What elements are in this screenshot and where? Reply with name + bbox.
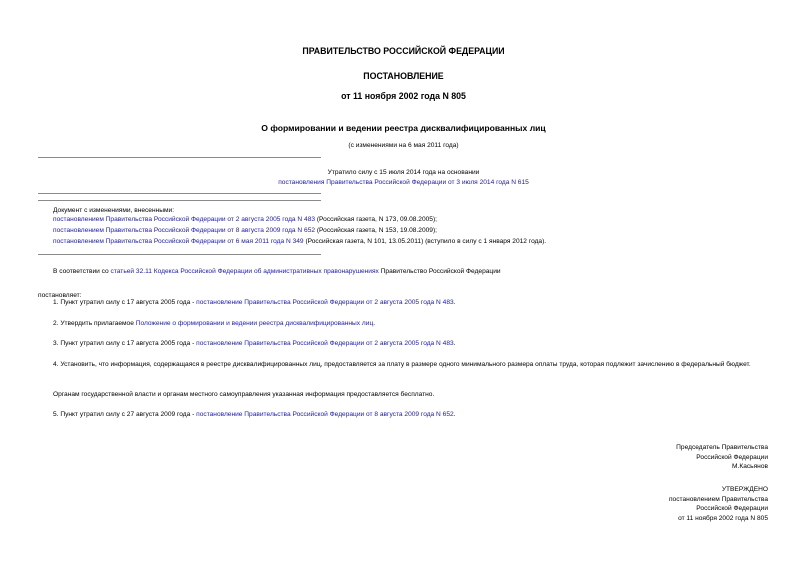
change-item (53, 227, 437, 235)
change-item-link[interactable]: постановлением Правительства Российской Федерации от 2 августа 2005 года N 483 (53, 216, 316, 223)
signature-block (676, 443, 768, 472)
point-text-end: . (373, 320, 376, 327)
point-link[interactable]: постановление Правительства Российской Федерации от 2 августа 2005 года N 483 (196, 299, 454, 306)
signature-position: Председатель Правительства (676, 444, 768, 451)
point-text: 3. Пункт утратил силу с 17 августа 2005 года - (53, 340, 197, 347)
point-link[interactable]: постановление Правительства Российской Федерации от 8 августа 2009 года N 652 (196, 411, 454, 418)
divider-line (38, 200, 321, 201)
preamble-link[interactable]: статьей 32.11 Кодекса Российской Федерации об административных правонарушениях (110, 268, 379, 275)
change-item-link[interactable]: постановлением Правительства Российской Федерации от 8 августа 2009 года N 652 (53, 227, 316, 234)
approved-block (669, 485, 768, 523)
change-item-source: (Российская газета, N 173, 09.08.2005); (315, 216, 438, 223)
preamble-text: В соответствии со (53, 268, 111, 275)
approved-by: постановлением Правительства (668, 495, 768, 503)
signature-country: Российской Федерации (696, 453, 768, 461)
point-text: 5. Пункт утратил силу с 27 августа 2009 года - (53, 411, 197, 418)
divider-line (38, 157, 321, 158)
expiry-text: Утратило силу с 15 июля 2014 года на основании (327, 169, 480, 176)
point-2 (53, 320, 375, 328)
approved-date: от 11 ноября 2002 года N 805 (678, 514, 768, 522)
approved-country: Российской Федерации (696, 505, 768, 512)
divider-line (38, 193, 321, 194)
preamble-text-end: Правительство Российской Федерации (378, 268, 501, 275)
change-item (53, 216, 437, 224)
amendment-note: (с изменениями на 6 мая 2011 года) (348, 142, 459, 149)
expiry-link[interactable]: постановления Правительства Российской Федерации от 3 июля 2014 года N 615 (278, 179, 529, 186)
approved-heading: УТВЕРЖДЕНО (721, 486, 768, 493)
point-text-end: . (453, 340, 456, 347)
point-text: 2. Утвердить прилагаемое (53, 320, 136, 327)
preamble (53, 268, 501, 276)
change-item (53, 238, 546, 246)
point-text: 1. Пункт утратил силу с 17 августа 2005 года - (53, 299, 197, 306)
change-item-source: (Российская газета, N 153, 19.08.2009); (315, 227, 438, 234)
document-date-number: от 11 ноября 2002 года N 805 (341, 91, 466, 101)
signature-name: М.Касьянов (732, 463, 768, 470)
point-text-end: . (453, 411, 456, 418)
change-item-source: (Российская газета, N 101, 13.05.2011) (вступило в силу с 1 января 2012 года). (303, 238, 547, 245)
changes-intro: Документ с изменениями, внесенными: (53, 207, 175, 214)
point-4-note: Органам государственной власти и органам местного самоуправления указанная информация предоставляется бесплатно. (53, 391, 435, 398)
change-item-link[interactable]: постановлением Правительства Российской Федерации от 6 мая 2011 года N 349 (53, 238, 304, 245)
document-title: О формировании и ведении реестра дисквалифицированных лиц (261, 123, 546, 133)
decree-word: постановляет: (38, 292, 82, 299)
government-name: ПРАВИТЕЛЬСТВО РОССИЙСКОЙ ФЕДЕРАЦИИ (302, 46, 505, 56)
point-link[interactable]: постановление Правительства Российской Федерации от 2 августа 2005 года N 483 (196, 340, 454, 347)
document-type: ПОСТАНОВЛЕНИЕ (363, 71, 444, 81)
point-4: 4. Установить, что информация, содержащаяся в реестре дисквалифицированных лиц, предоставляется за плату в размере одного минимального размера оплаты труда, которая подлежит зачислению в федеральный бюджет. (53, 361, 751, 368)
point-link[interactable]: Положение о формировании и ведении реестра дисквалифицированных лиц (135, 320, 374, 327)
point-text-end: . (453, 299, 456, 306)
divider-line (38, 254, 321, 255)
point-1 (53, 299, 456, 307)
point-3 (53, 340, 456, 348)
point-5 (53, 411, 456, 419)
